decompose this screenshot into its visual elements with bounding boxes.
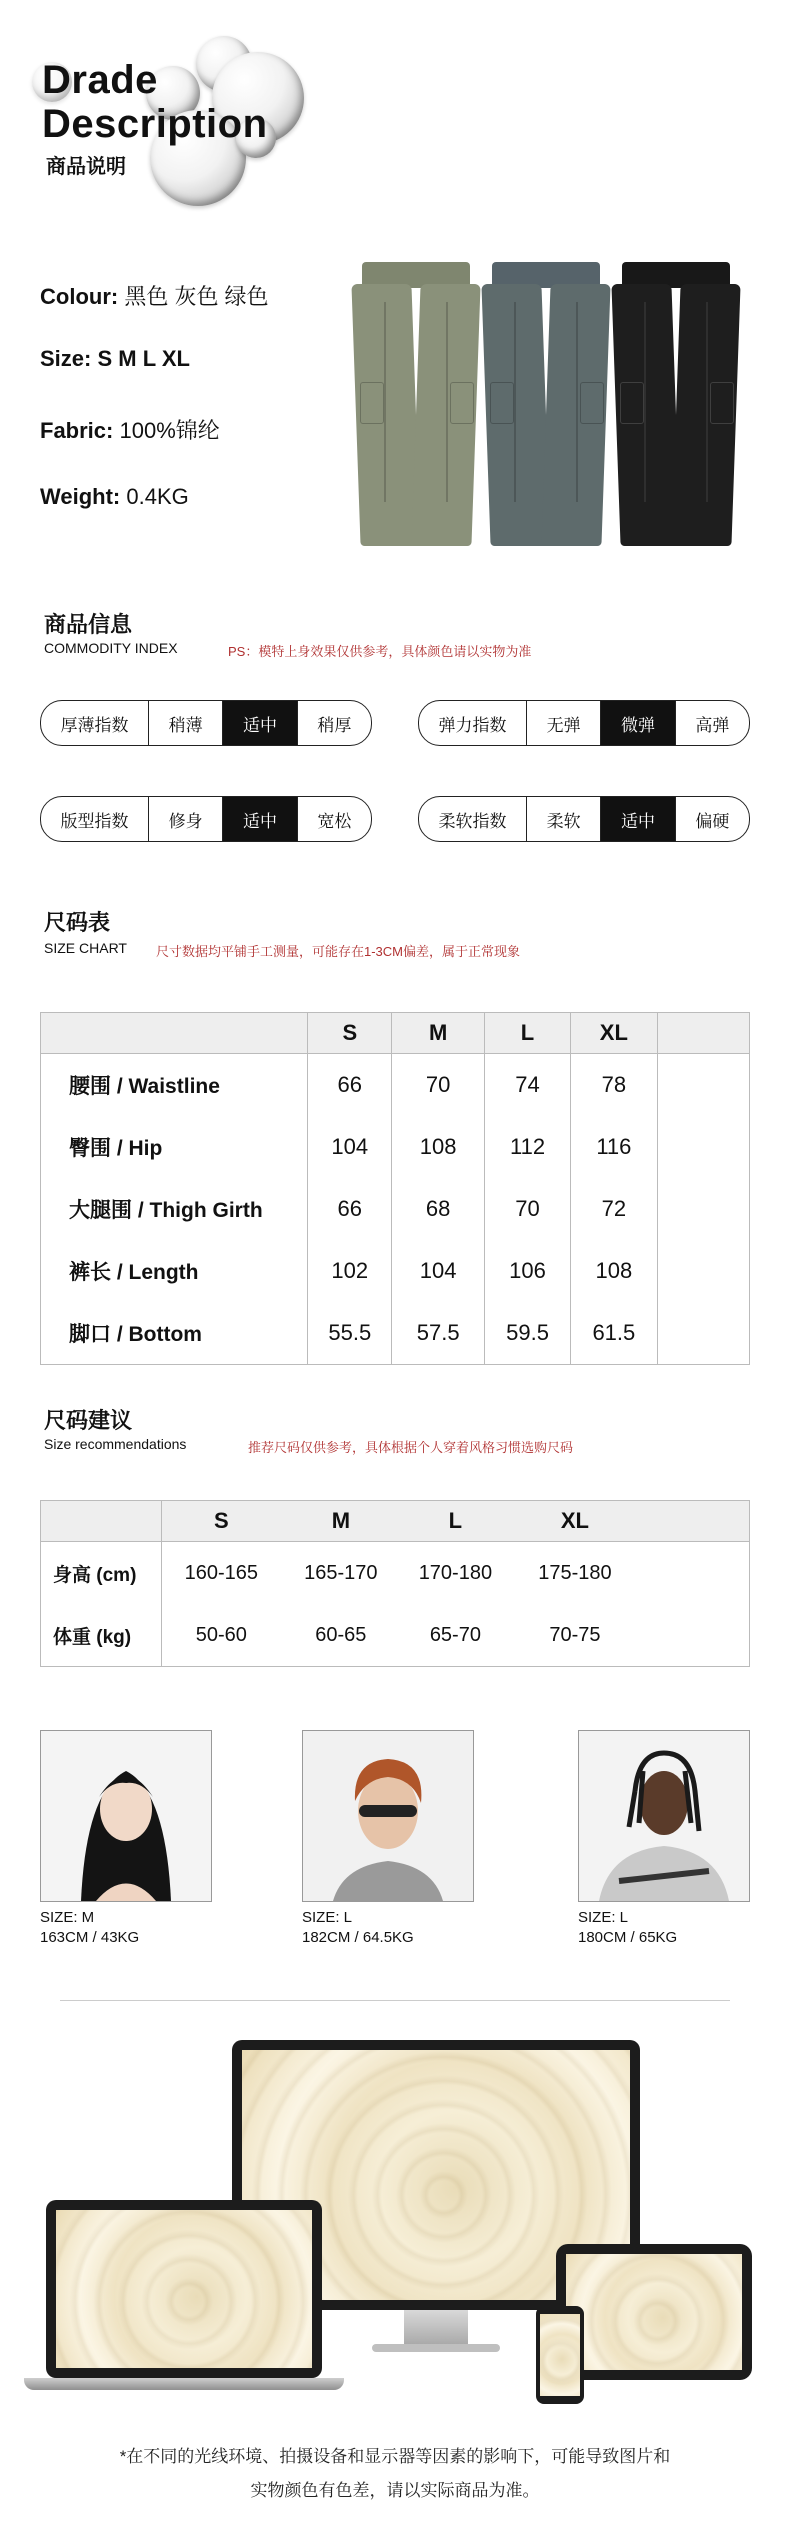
pants-grey-image — [486, 262, 606, 548]
table-row: 大腿围 / Thigh Girth 66 68 70 72 — [41, 1178, 750, 1240]
size-chart-subtitle: SIZE CHART — [44, 940, 127, 956]
title-cn: 商品说明 — [46, 156, 126, 178]
colour-spec: Colour: 黑色 灰色 绿色 — [40, 284, 269, 309]
size-spec: Size: S M L XL — [40, 346, 190, 371]
thickness-index: 厚薄指数 稍薄 适中 稍厚 — [40, 700, 372, 746]
title-line2: Description — [42, 102, 268, 146]
fit-index: 版型指数 修身 适中 宽松 — [40, 796, 372, 842]
title-line1: Drade — [42, 58, 158, 102]
pants-black-image — [616, 262, 736, 548]
model-caption-2: SIZE: L 182CM / 64.5KG — [302, 1909, 414, 1946]
model-photo-male-dreads — [578, 1730, 750, 1902]
footer-note-line1: *在不同的光线环境、拍摄设备和显示器等因素的影响下，可能导致图片和 — [119, 2447, 671, 2466]
table-row: 腰围 / Waistline 66 70 74 78 — [41, 1054, 750, 1117]
footer-note-line2: 实物颜色有色差，请以实际商品为准。 — [250, 2481, 540, 2500]
table-row: 臀围 / Hip 104 108 112 116 — [41, 1116, 750, 1178]
model-caption-1: SIZE: M 163CM / 43KG — [40, 1909, 140, 1946]
fabric-spec: Fabric: 100%锦纶 — [40, 418, 220, 443]
size-chart-table — [40, 1012, 750, 1365]
model-caption-3: SIZE: L 180CM / 65KG — [578, 1909, 678, 1946]
commodity-note: PS：模特上身效果仅供参考，具体颜色请以实物为准 — [228, 644, 532, 659]
table-row: 脚口 / Bottom 55.5 57.5 59.5 61.5 — [41, 1302, 750, 1365]
table-row: 身高 (cm) 160-165 165-170 170-180 175-180 — [41, 1542, 750, 1605]
model-photo-female — [40, 1730, 212, 1902]
elasticity-index: 弹力指数 无弹 微弹 高弹 — [418, 700, 750, 746]
weight-spec: Weight: 0.4KG — [40, 484, 189, 509]
commodity-subtitle: COMMODITY INDEX — [44, 640, 178, 656]
commodity-title: 商品信息 — [44, 612, 133, 637]
recommend-table — [40, 1500, 750, 1667]
divider — [60, 2000, 730, 2001]
pants-green-image — [356, 262, 476, 548]
recommend-header-row: S M L XL — [41, 1501, 750, 1542]
softness-index: 柔软指数 柔软 适中 偏硬 — [418, 796, 750, 842]
size-chart-header-row: S M L XL — [41, 1013, 750, 1054]
recommend-subtitle: Size recommendations — [44, 1436, 187, 1452]
recommend-note: 推荐尺码仅供参考，具体根据个人穿着风格习惯选购尺码 — [248, 1440, 574, 1455]
table-row: 裤长 / Length 102 104 106 108 — [41, 1240, 750, 1302]
model-photo-male-glasses — [302, 1730, 474, 1902]
table-row: 体重 (kg) 50-60 60-65 65-70 70-75 — [41, 1604, 750, 1667]
size-chart-title: 尺码表 — [44, 910, 111, 935]
recommend-title: 尺码建议 — [44, 1408, 133, 1433]
size-chart-note: 尺寸数据均平铺手工测量，可能存在1-3CM偏差，属于正常现象 — [156, 944, 521, 959]
